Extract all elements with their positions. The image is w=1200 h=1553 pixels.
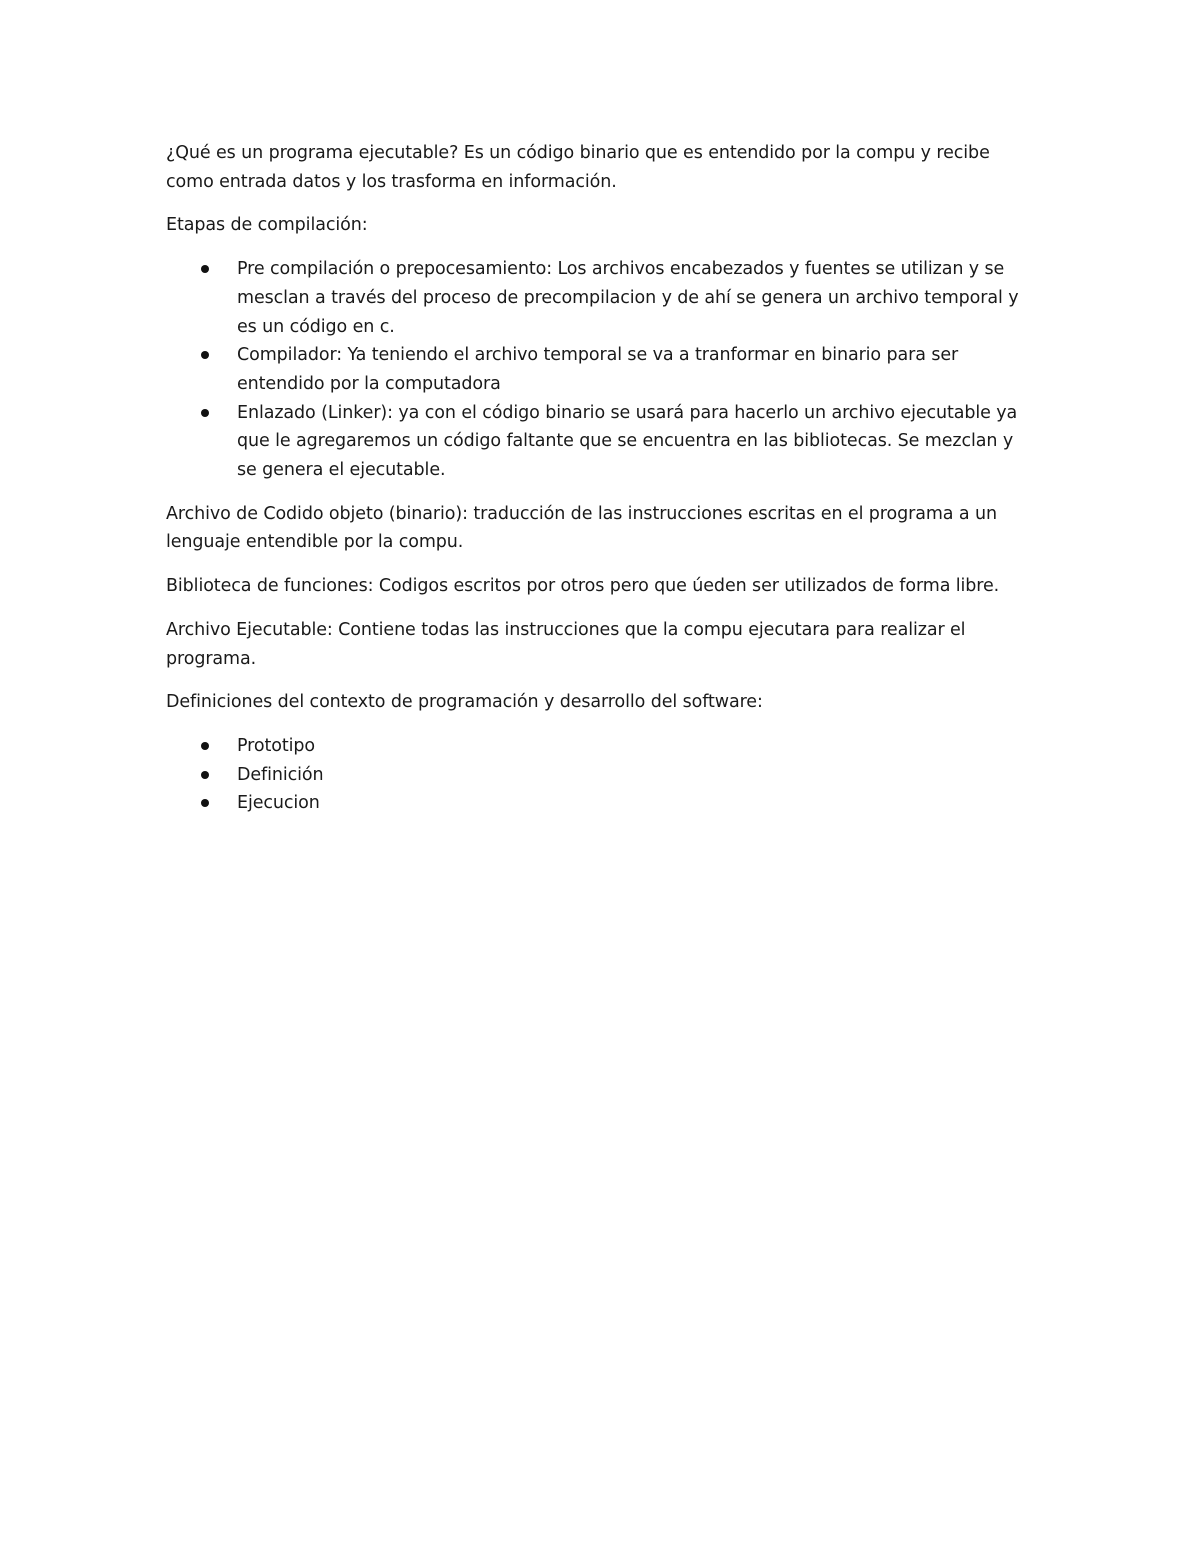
list-item bbox=[166, 732, 1026, 761]
stages-list bbox=[166, 255, 1026, 485]
document-body bbox=[166, 139, 1026, 833]
library-paragraph: Biblioteca de funciones: Codigos escritos por otros pero que úeden ser utilizados de forma libre. bbox=[166, 576, 1000, 597]
list-item-text: Enlazado (Linker): ya con el código binario se usará para hacerlo un archivo ejecutable ya que le agregaremos un código faltante que se encuentra en las bibliotecas. Se mezclan y se genera el ejecutable. bbox=[237, 402, 1018, 481]
executable-file-paragraph: Archivo Ejecutable: Contiene todas las instrucciones que la compu ejecutara para realizar el programa. bbox=[166, 619, 966, 669]
list-item bbox=[166, 399, 1026, 485]
definitions-heading: Definiciones del contexto de programación y desarrollo del software: bbox=[166, 692, 763, 713]
bullet-icon bbox=[201, 799, 209, 807]
list-item-text: Prototipo bbox=[237, 735, 315, 756]
bullet-icon bbox=[201, 742, 209, 750]
list-item-text: Ejecucion bbox=[237, 793, 320, 814]
list-item bbox=[166, 789, 1026, 818]
list-item-text: Compilador: Ya teniendo el archivo temporal se va a tranformar en binario para ser entendido por la computadora bbox=[237, 345, 959, 394]
stages-heading: Etapas de compilación: bbox=[166, 215, 368, 236]
bullet-icon bbox=[201, 265, 209, 273]
bullet-icon bbox=[201, 409, 209, 417]
list-item bbox=[166, 255, 1026, 341]
list-item bbox=[166, 341, 1026, 398]
intro-paragraph: ¿Qué es un programa ejecutable? Es un código binario que es entendido por la compu y recibe como entrada datos y los trasforma en información. bbox=[166, 143, 990, 192]
list-item-text: Pre compilación o prepocesamiento: Los archivos encabezados y fuentes se utilizan y se mesclan a través del proceso de precompilacion y de ahí se genera un archivo temporal y es un código en c. bbox=[237, 259, 1019, 337]
bullet-icon bbox=[201, 771, 209, 779]
object-file-paragraph: Archivo de Codido objeto (binario): traducción de las instrucciones escritas en el programa a un lenguaje entendible por la compu. bbox=[166, 503, 997, 553]
list-item-text: Definición bbox=[237, 764, 324, 785]
list-item bbox=[166, 761, 1026, 790]
definitions-list bbox=[166, 732, 1026, 818]
bullet-icon bbox=[201, 351, 209, 359]
